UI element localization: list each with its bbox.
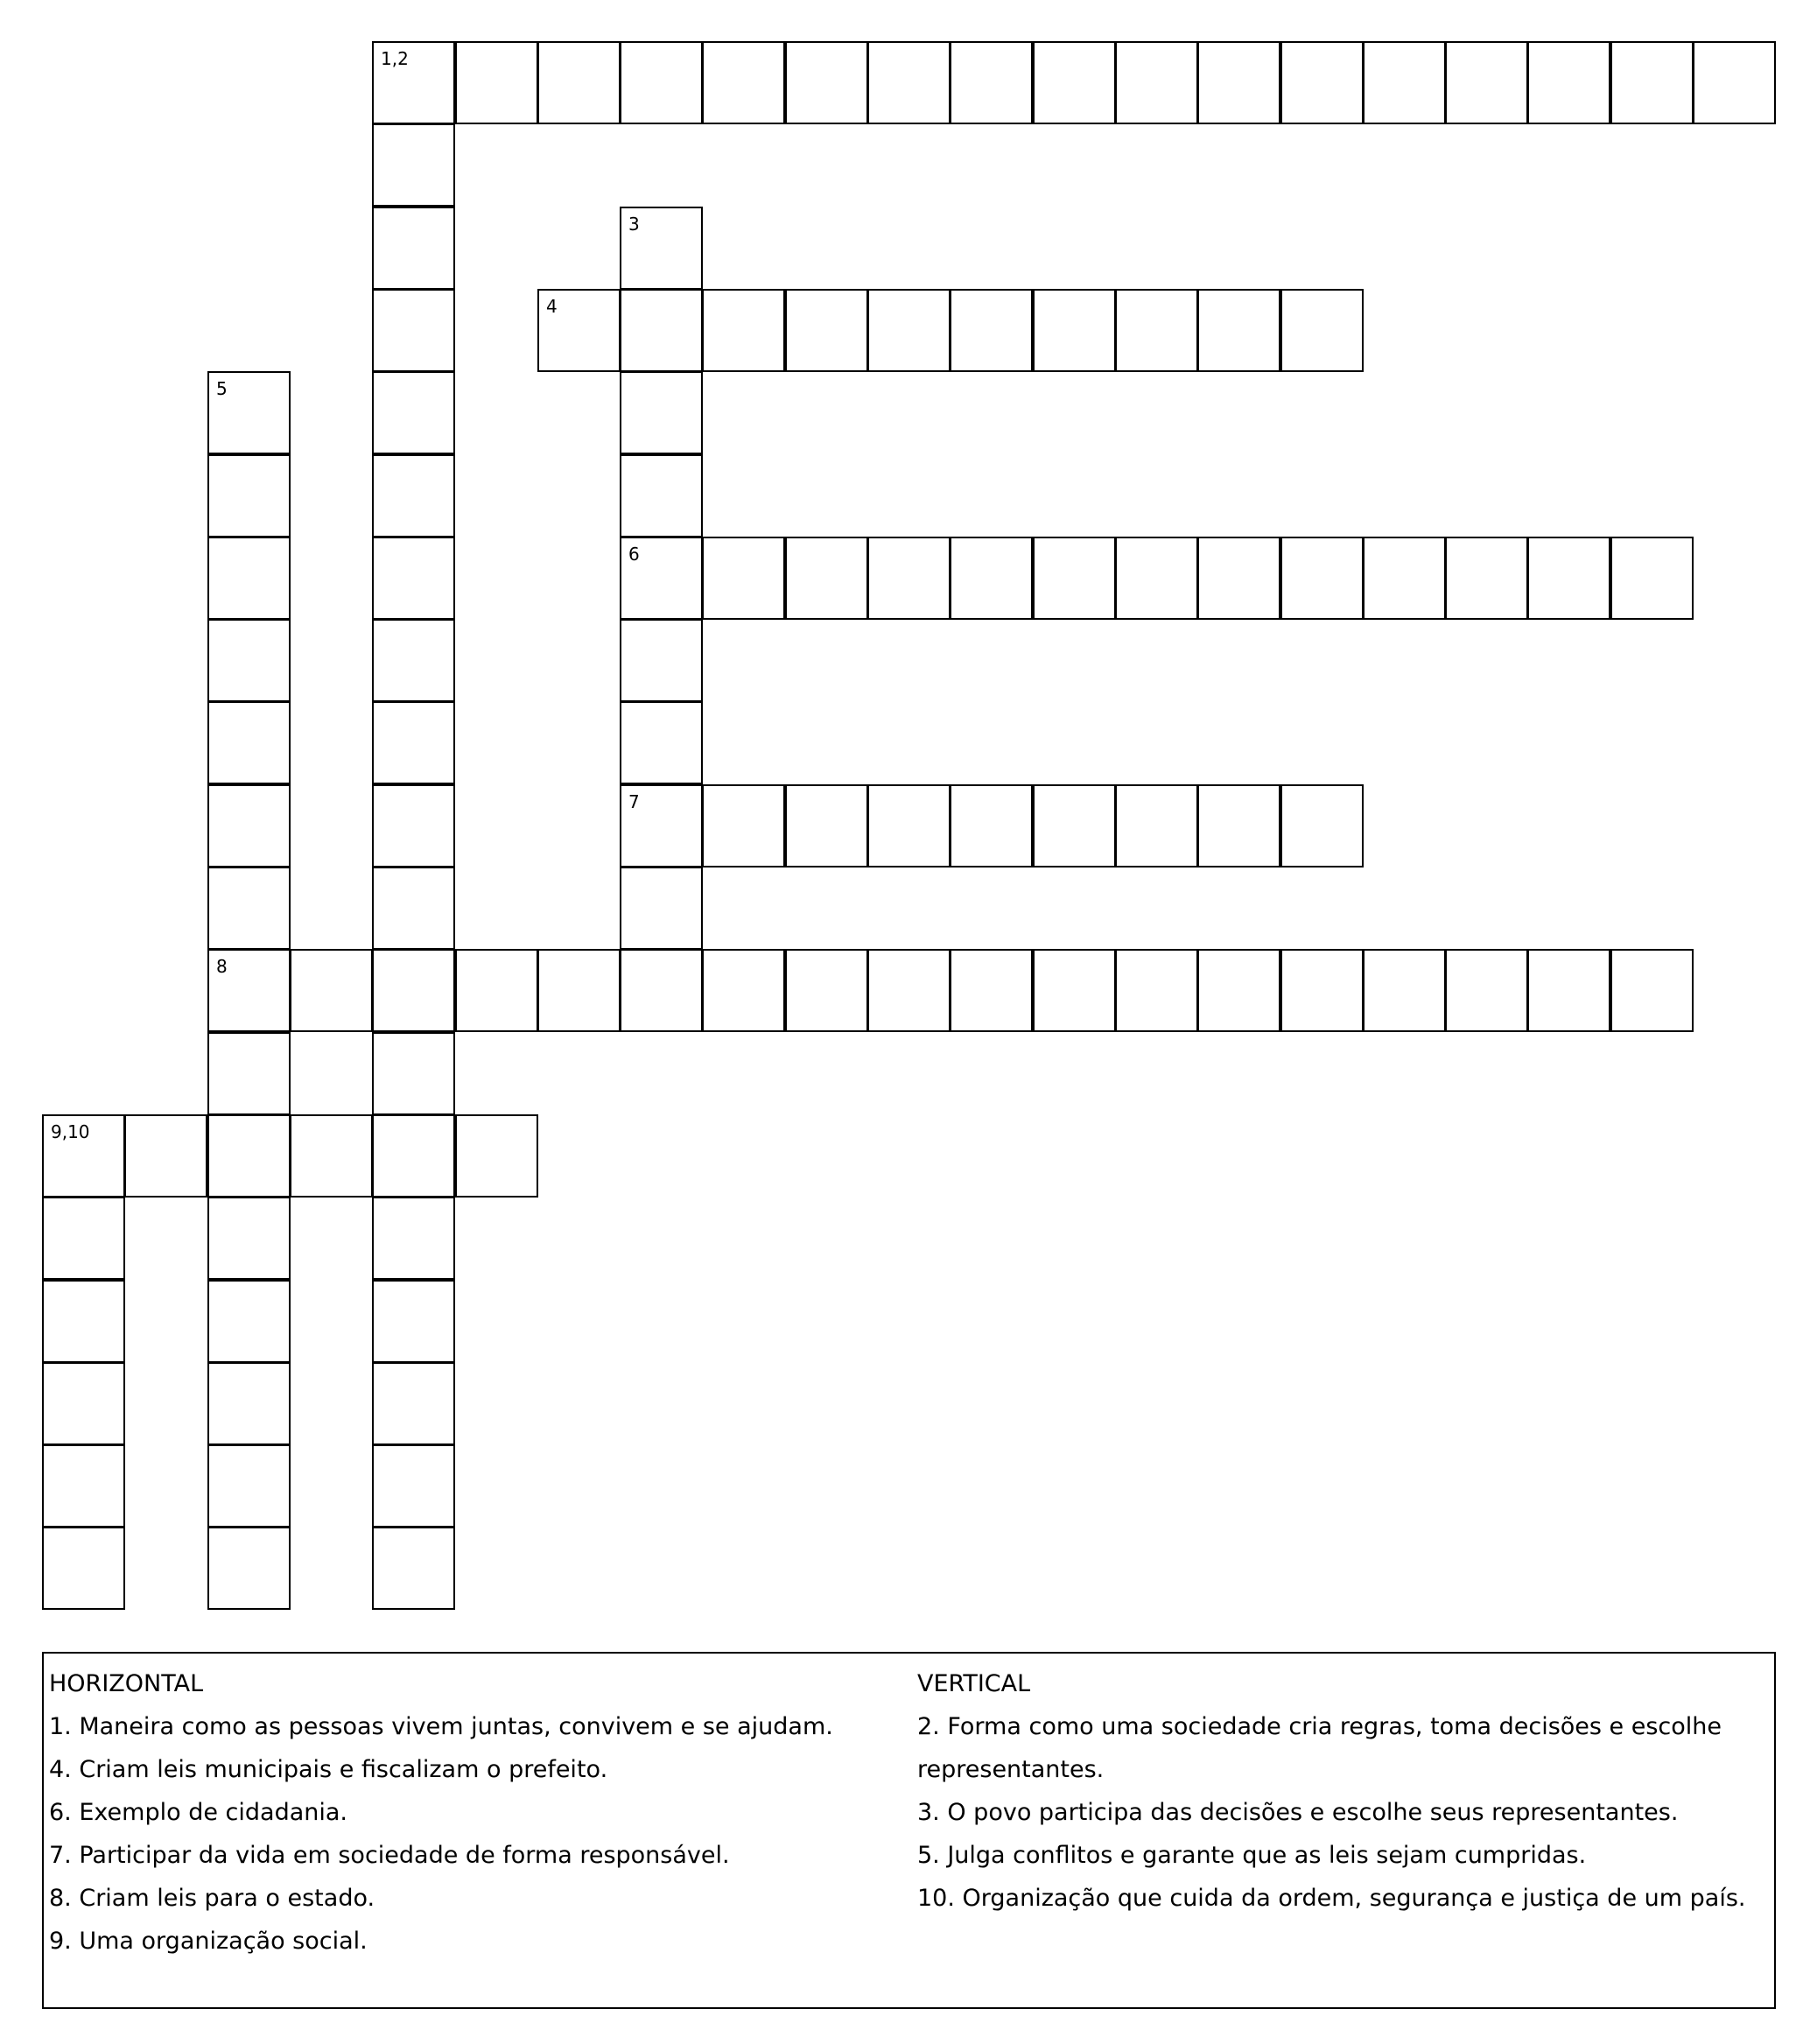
crossword-cell[interactable]	[372, 1362, 455, 1445]
clue-number: 8	[216, 956, 228, 977]
crossword-cell[interactable]	[207, 1280, 291, 1363]
crossword-cell[interactable]	[207, 371, 291, 454]
crossword-cell[interactable]	[1033, 289, 1116, 372]
crossword-cell[interactable]	[785, 784, 868, 867]
crossword-cell[interactable]	[207, 1032, 291, 1115]
clue-h-7: 7. Participar da vida em sociedade de forma responsável.	[49, 1842, 730, 1869]
crossword-cell[interactable]	[1693, 41, 1776, 124]
clue-v-2: 2. Forma como uma sociedade cria regras, toma decisões e escolhe representantes.	[917, 1713, 1729, 1783]
crossword-cell[interactable]	[620, 454, 703, 537]
crossword-cell[interactable]	[207, 1114, 291, 1198]
crossword-cell[interactable]	[1280, 784, 1364, 867]
clue-h-6: 6. Exemplo de cidadania.	[49, 1799, 347, 1826]
clue-number: 4	[546, 296, 558, 317]
clue-v-10: 10. Organização que cuida da ordem, segurança e justiça de um país.	[917, 1885, 1746, 1912]
crossword-cell[interactable]	[455, 1114, 538, 1198]
crossword-cell[interactable]	[1115, 949, 1198, 1032]
crossword-cell[interactable]	[702, 41, 785, 124]
clue-number: 7	[628, 791, 640, 812]
crossword-cell[interactable]	[124, 1114, 207, 1198]
crossword-cell[interactable]	[42, 1444, 125, 1528]
crossword-cell[interactable]	[1115, 289, 1198, 372]
crossword-cell[interactable]	[1445, 537, 1528, 620]
crossword-cell[interactable]	[1363, 41, 1446, 124]
crossword-cell[interactable]	[372, 1527, 455, 1610]
crossword-cell[interactable]	[1280, 289, 1364, 372]
crossword-cell[interactable]	[1197, 537, 1280, 620]
crossword-cell[interactable]	[207, 619, 291, 702]
crossword-cell[interactable]	[207, 1444, 291, 1528]
crossword-cell[interactable]	[207, 701, 291, 784]
crossword-cell[interactable]	[1363, 537, 1446, 620]
crossword-cell[interactable]	[207, 784, 291, 867]
clue-h-4: 4. Criam leis municipais e fiscalizam o prefeito.	[49, 1756, 608, 1783]
crossword-cell[interactable]	[1033, 949, 1116, 1032]
crossword-cell[interactable]	[372, 701, 455, 784]
crossword-cell[interactable]	[1033, 41, 1116, 124]
crossword-cell[interactable]	[1610, 949, 1694, 1032]
clue-number: 1,2	[381, 48, 409, 69]
crossword-cell[interactable]	[42, 1527, 125, 1610]
crossword-cell[interactable]	[207, 1362, 291, 1445]
crossword-cell[interactable]	[867, 784, 951, 867]
crossword-cell[interactable]	[702, 537, 785, 620]
crossword-cell[interactable]	[620, 949, 703, 1032]
crossword-cell[interactable]	[785, 289, 868, 372]
crossword-cell[interactable]	[372, 454, 455, 537]
crossword-cell[interactable]	[372, 949, 455, 1032]
crossword-cell[interactable]	[372, 1032, 455, 1115]
clues-box	[42, 1652, 1776, 2009]
crossword-cell[interactable]	[290, 949, 373, 1032]
crossword-cell[interactable]	[702, 949, 785, 1032]
crossword-cell[interactable]	[372, 123, 455, 207]
crossword-cell[interactable]	[785, 949, 868, 1032]
crossword-cell[interactable]	[537, 949, 621, 1032]
crossword-cell[interactable]	[1115, 537, 1198, 620]
crossword-cell[interactable]	[372, 619, 455, 702]
clue-h-1: 1. Maneira como as pessoas vivem juntas, convivem e se ajudam.	[49, 1713, 833, 1740]
crossword-cell[interactable]	[950, 537, 1033, 620]
crossword-cell[interactable]	[1197, 41, 1280, 124]
clue-number: 3	[628, 214, 640, 235]
crossword-cell[interactable]	[207, 454, 291, 537]
crossword-cell[interactable]	[702, 289, 785, 372]
crossword-cell[interactable]	[620, 867, 703, 950]
crossword-cell[interactable]	[867, 537, 951, 620]
crossword-cell[interactable]	[207, 949, 291, 1032]
crossword-cell[interactable]	[1527, 41, 1610, 124]
vertical-clues	[917, 1662, 1757, 1920]
crossword-cell[interactable]	[620, 207, 703, 290]
crossword-cell[interactable]	[372, 1197, 455, 1280]
crossword-cell[interactable]	[1527, 537, 1610, 620]
horizontal-heading: HORIZONTAL	[49, 1670, 204, 1697]
clue-h-8: 8. Criam leis para o estado.	[49, 1885, 375, 1912]
crossword-cell[interactable]	[1445, 41, 1528, 124]
crossword-cell[interactable]	[207, 537, 291, 620]
crossword-cell[interactable]	[1363, 949, 1446, 1032]
crossword-cell[interactable]	[1280, 949, 1364, 1032]
crossword-cell[interactable]	[702, 784, 785, 867]
crossword-cell[interactable]	[620, 289, 703, 372]
crossword-cell[interactable]	[1033, 784, 1116, 867]
crossword-cell[interactable]	[1115, 41, 1198, 124]
crossword-cell[interactable]	[1197, 949, 1280, 1032]
crossword-cell[interactable]	[620, 701, 703, 784]
crossword-cell[interactable]	[372, 371, 455, 454]
crossword-cell[interactable]	[950, 784, 1033, 867]
crossword-cell[interactable]	[372, 207, 455, 290]
crossword-cell[interactable]	[42, 1114, 125, 1198]
vertical-heading: VERTICAL	[917, 1670, 1031, 1697]
crossword-cell[interactable]	[372, 784, 455, 867]
clue-number: 5	[216, 378, 228, 399]
crossword-cell[interactable]	[455, 949, 538, 1032]
clue-number: 6	[628, 544, 640, 565]
crossword-cell[interactable]	[372, 1114, 455, 1198]
crossword-cell[interactable]	[1280, 41, 1364, 124]
crossword-cell[interactable]	[372, 537, 455, 620]
crossword-cell[interactable]	[1280, 537, 1364, 620]
crossword-cell[interactable]	[950, 289, 1033, 372]
crossword-cell[interactable]	[1197, 784, 1280, 867]
crossword-cell[interactable]	[207, 1197, 291, 1280]
crossword-cell[interactable]	[950, 949, 1033, 1032]
crossword-cell[interactable]	[1115, 784, 1198, 867]
crossword-cell[interactable]	[207, 1527, 291, 1610]
crossword-cell[interactable]	[1445, 949, 1528, 1032]
crossword-cell[interactable]	[1527, 949, 1610, 1032]
horizontal-clues	[49, 1662, 889, 1963]
clue-number: 9,10	[51, 1121, 90, 1142]
crossword-cell[interactable]	[620, 619, 703, 702]
crossword-cell[interactable]	[42, 1197, 125, 1280]
crossword-cell[interactable]	[537, 289, 621, 372]
crossword-cell[interactable]	[620, 784, 703, 867]
crossword-cell[interactable]	[867, 289, 951, 372]
crossword-cell[interactable]	[950, 41, 1033, 124]
crossword-cell[interactable]	[537, 41, 621, 124]
crossword-cell[interactable]	[1033, 537, 1116, 620]
crossword-cell[interactable]	[372, 289, 455, 372]
crossword-cell[interactable]	[1197, 289, 1280, 372]
crossword-cell[interactable]	[620, 41, 703, 124]
crossword-cell[interactable]	[42, 1362, 125, 1445]
clue-v-5: 5. Julga conflitos e garante que as leis sejam cumpridas.	[917, 1842, 1587, 1869]
crossword-cell[interactable]	[620, 537, 703, 620]
crossword-cell[interactable]	[785, 41, 868, 124]
clue-v-3: 3. O povo participa das decisões e escolhe seus representantes.	[917, 1799, 1679, 1826]
crossword-cell[interactable]	[785, 537, 868, 620]
crossword-cell[interactable]	[372, 867, 455, 950]
crossword-cell[interactable]	[867, 949, 951, 1032]
crossword-cell[interactable]	[455, 41, 538, 124]
crossword-cell[interactable]	[372, 41, 455, 124]
crossword-cell[interactable]	[207, 867, 291, 950]
crossword-cell[interactable]	[867, 41, 951, 124]
clue-h-9: 9. Uma organização social.	[49, 1928, 368, 1955]
crossword-cell[interactable]	[620, 371, 703, 454]
crossword-cell[interactable]	[1610, 41, 1694, 124]
crossword-cell[interactable]	[290, 1114, 373, 1198]
crossword-cell[interactable]	[372, 1444, 455, 1528]
crossword-cell[interactable]	[42, 1280, 125, 1363]
crossword-cell[interactable]	[372, 1280, 455, 1363]
crossword-cell[interactable]	[1610, 537, 1694, 620]
